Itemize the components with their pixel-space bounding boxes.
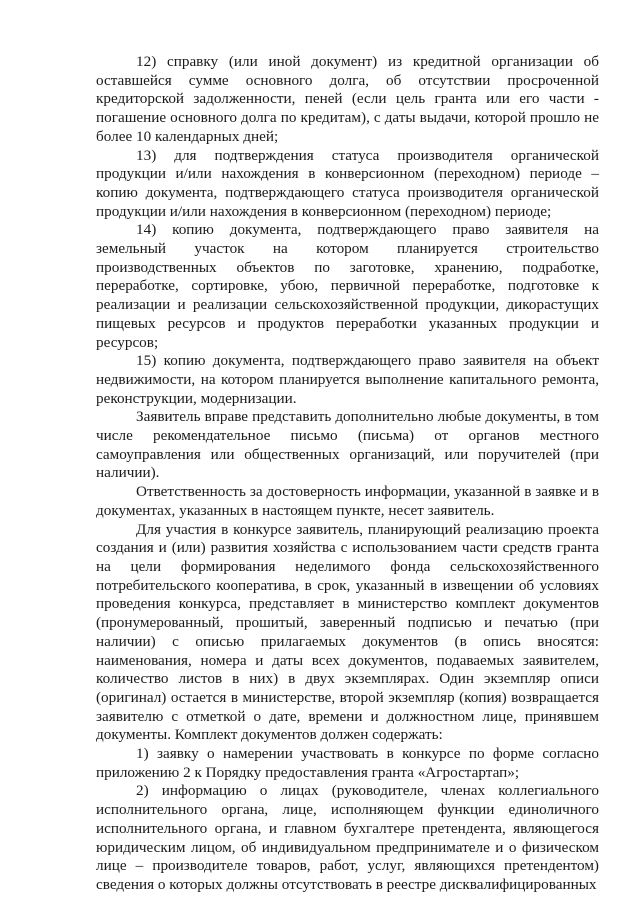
- paragraph-item-15: 15) копию документа, подтверждающего право заявителя на объект недвижимости, на котором планируется выполнение капитального ремонта, реконструкции, модернизации.: [96, 352, 599, 407]
- paragraph-responsibility: Ответственность за достоверность информации, указанной в заявке и в документах, указанных в настоящем пункте, несет заявитель.: [96, 483, 599, 519]
- document-body: [96, 53, 599, 895]
- paragraph-item-13: 13) для подтверждения статуса производителя органической продукции и/или нахождения в конверсионном (переходном) периоде – копию документа, подтверждающего статуса производителя органической продукции и/или нахождения в конверсионном (переходном) периоде;: [96, 146, 599, 220]
- paragraph-item-12: 12) справку (или иной документ) из кредитной организации об оставшейся сумме основного долга, об отсутствии просроченной кредиторской задолженности, пеней (если цель гранта или его части - погашение основного долга по кредитам), с даты выдачи, которой прошло не более 10 календарных дней;: [96, 53, 599, 145]
- paragraph-item-14: 14) копию документа, подтверждающего право заявителя на земельный участок на котором планируется строительство производственных объектов по заготовке, хранению, подработке, переработке, сортировке, убою, первичной переработке, подготовке к реализации и реализации сельскохозяйственной продукции, дикорастущих пищевых ресурсов и продуктов переработки указанных продукции и ресурсов;: [96, 221, 599, 351]
- paragraph-list-item-2: 2) информацию о лицах (руководителе, членах коллегиального исполнительного органа, лице, исполняющем функции единоличного исполнительного органа, и главном бухгалтере претендента, являющегося юридическим лицом, об индивидуальном предпринимателе и о физическом лице – производителе товаров, работ, услуг, являющихся претендентом) сведения о которых должны отсутствовать в реестре дисквалифицированных: [96, 782, 599, 893]
- paragraph-contest-participation: Для участия в конкурсе заявитель, планирующий реализацию проекта создания и (или) развития хозяйства с использованием части средств гранта на цели формирования неделимого фонда сельскохозяйственного потребительского кооператива, в срок, указанный в извещении об условиях проведения конкурса, представляет в министерство комплект документов (пронумерованный, прошитый, заверенный подписью и печатью (при наличии) с описью прилагаемых документов (в опись вносятся: наименования, номера и даты всех документов, подаваемых заявителем, количество листов в них) в двух экземплярах. Один экземпляр описи (оригинал) остается в министерстве, второй экземпляр (копия) возвращается заявителю с отметкой о дате, времени и должностном лице, принявшем документы. Комплект документов должен содержать:: [96, 520, 599, 744]
- paragraph-additional-documents: Заявитель вправе представить дополнительно любые документы, в том числе рекомендательное письмо (письма) от органов местного самоуправления или общественных организаций, или поручителей (при наличии).: [96, 408, 599, 482]
- paragraph-list-item-1: 1) заявку о намерении участвовать в конкурсе по форме согласно приложению 2 к Порядку предоставления гранта «Агростартап»;: [96, 745, 599, 781]
